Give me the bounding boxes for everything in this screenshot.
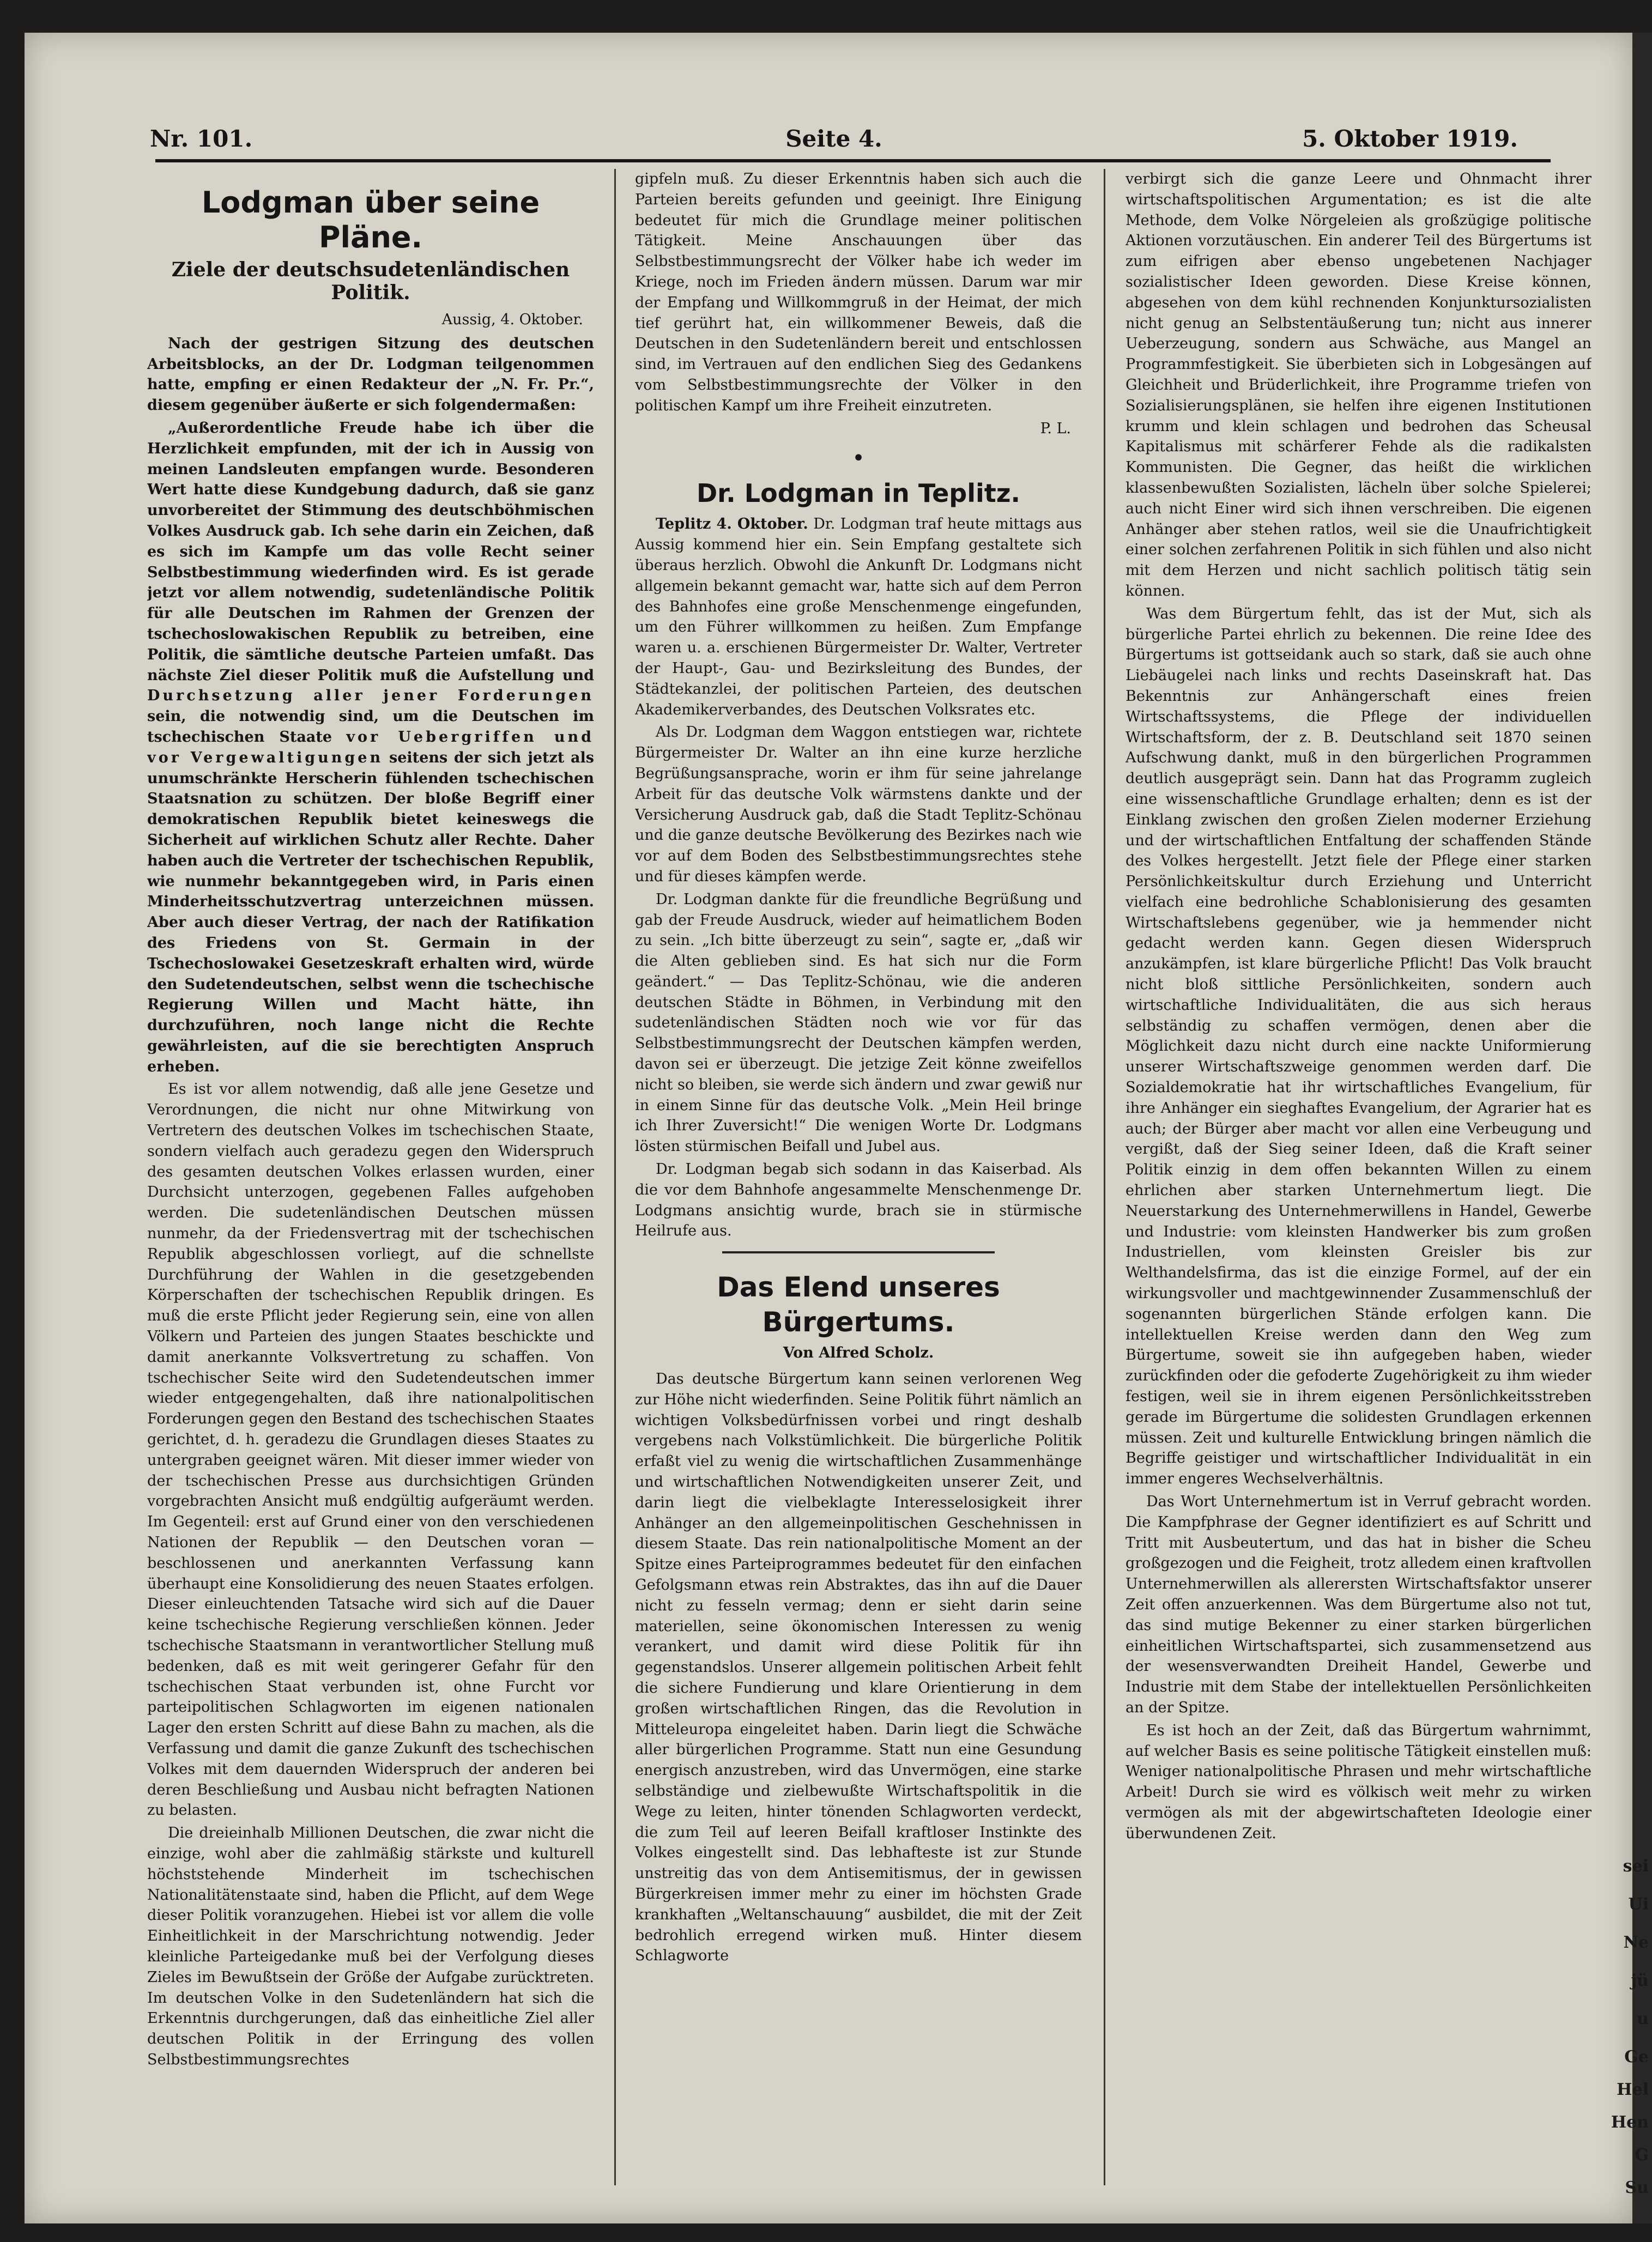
newspaper-page bbox=[25, 33, 1632, 2223]
edge-fragment: Su bbox=[1625, 2178, 1649, 2197]
section-rule bbox=[722, 1251, 995, 1253]
issue-date: 5. Oktober 1919. bbox=[1302, 125, 1518, 152]
page-number: Seite 4. bbox=[785, 125, 882, 152]
article-byline: Von Alfred Scholz. bbox=[783, 1344, 934, 1362]
text-span: „Außerordentliche Freude habe ich über die Herzlichkeit empfunden, mit der ich in Aussig von meinen Landsleuten empfangen wurde. Besonderen Wert hatte diese Kundgebung dadurch, daß sie ganz unvorbereitet der Stimmung des deutschböhmischen Volkes Ausdruck gab. Ich sehe darin ein Zeichen, daß es sich im Kampfe um das volle Recht seiner Selbstbestimmung wiederfinden wird. Es ist gerade jetzt vor allem notwendig, sudetenländische Politik für alle Deutschen im Rahmen der Grenzen der tschechoslowakischen Republik zu betreiben, eine Politik, die sämtliche deutsche Parteien umfaßt. Das nächste Ziel dieser Politik muß die Aufstellung und bbox=[147, 419, 594, 684]
article-paragraph: verbirgt sich die ganze Leere und Ohnmacht ihrer wirtschaftspolitischen Argumentation; es ist die alte Methode, dem Volke Nörgeleien als großzügige politische Aktionen vorzutäuschen. Ein anderer Teil des Bürgertums ist zum eifrigen aber ebenso ungebetenen Nachjager sozialistischer Ideen geworden. Diese Kreise können, abgesehen von dem kühl rechnenden Konjunktursozialisten nicht genug an Selbstentäußerung tun; nicht aus innerer Ueberzeugung, sondern aus Schwäche, aus Mangel an Programmfestigkeit. Sie überbieten sich in Lobgesängen auf Gleichheit und Brüderlichkeit, ihre Programme triefen von Sozialisierungsplänen, sie helfen ihre eigenen Institutionen krumm und klein schlagen und bedrohen das Scheusal Kapitalismus mit schärferer Fehde als die radikalsten Kommunisten. Die Gegner, das heißt die wirklichen klassenbewußten Sozialisten, lächeln über solche Spielerei; auch nicht Einer wird sich ihnen verschreiben. Die eigenen Anhänger aber stehen ratlos, weil sie die Unaufrichtigkeit einer solchen zerfahrenen Politik in sich fühlen und also nicht mit dem Herzen und nicht sachlich politisch tätig sein können. bbox=[1125, 171, 1592, 599]
column-divider bbox=[614, 169, 616, 2185]
article-dateline: Teplitz 4. Oktober. bbox=[656, 516, 808, 533]
article-signature: P. L. bbox=[1040, 420, 1071, 437]
article-headline: Dr. Lodgman in Teplitz. bbox=[696, 478, 1020, 508]
text-span: sein, die notwendig sind, um die Deutschen im tschechischen Staate bbox=[147, 708, 594, 746]
article-paragraph: Die dreieinhalb Millionen Deutschen, die zwar nicht die einzige, wohl aber die zahlmäßig stärkste und kulturell höchststehende Minderheit im tschechischen Nationalitätenstaate sind, haben die Pflicht, auf dem Wege dieser Politik voranzugehen. Hiebei ist vor allem die volle Einheitlichkeit in der Marschrichtung notwendig. Jeder kleinliche Parteigedanke muß bei der Verfolgung dieses Zieles im Bewußtsein der Größe der Aufgabe zurücktreten. Im deutschen Volke in den Sudetenländern hat sich die Erkenntnis durchgerungen, daß das einheitliche Ziel aller deutschen Politik in der Erringung des vollen Selbstbestimmungsrechtes bbox=[147, 1825, 594, 2068]
header-rule bbox=[155, 159, 1551, 162]
article-paragraph: Nach der gestrigen Sitzung des deutschen Arbeitsblocks, an der Dr. Lodgman teilgenommen hatte, empfing er einen Redakteur der „N. Fr. Pr.“, diesem gegenüber äußerte er sich folgendermaßen: bbox=[147, 335, 594, 414]
text-span: seitens der sich jetzt als unumschränkte Herscherin fühlenden tschechischen Staatsnation zu schützen. Der bloße Begriff einer demokratischen Republik bietet keineswegs die Sicherheit auf wirklichen Schutz aller Rechte. Daher haben auch die Vertreter der tschechischen Republik, wie nunmehr bekanntgegeben wird, in Paris einen Minderheitsschutzvertrag unterzeichnen müssen. Aber auch dieser Vertrag, der nach der Ratifikation des Friedens von St. Germain in der Tschechoslowakei Gesetzeskraft erhalten wird, würde den Sudetendeutschen, selbst wenn die tschechische Regierung Willen und Macht hätte, ihn durchzuführen, noch lange nicht die Rechte gewährleisten, auf die sie berechtigten Anspruch erheben. bbox=[147, 749, 594, 1075]
edge-fragment: Ne bbox=[1623, 1933, 1649, 1952]
edge-fragment: Ui bbox=[1628, 1895, 1649, 1914]
edge-fragment: sei bbox=[1623, 1857, 1649, 1876]
edge-fragment: Ge bbox=[1624, 2047, 1649, 2067]
article-subheadline: Ziele der deutschsudetenländischen Politik. bbox=[171, 258, 570, 304]
article-headline: Das Elend unseres Bürgertums. bbox=[717, 1271, 1000, 1338]
edge-fragment: u bbox=[1637, 2009, 1649, 2028]
article-paragraph: Dr. Lodgman begab sich sodann in das Kaiserbad. Als die vor dem Bahnhofe angesammelte Menschenmenge Dr. Lodgmans ansichtig wurde, brach sie in stürmische Heilrufe aus. bbox=[635, 1161, 1082, 1240]
article-paragraph: Es ist vor allem notwendig, daß alle jene Gesetze und Verordnungen, die nicht nur ohne Mitwirkung von Vertretern des deutschen Volkes im tschechischen Staate, sondern vielfach auch geradezu gegen den Widerspruch des gesamten deutschen Volkes erlassen wurden, einer Durchsicht unterzogen, gegebenen Falles aufgehoben werden. Die sudetenländischen Deutschen müssen nunmehr, da der Friedensvertrag mit der tschechischen Republik abgeschlossen vorliegt, auf die schnellste Durchführung der Wahlen in die gesetzgebenden Körperschaften der tschechischen Republik dringen. Es muß die erste Pflicht jeder Regierung sein, eine von allen Völkern und Parteien des jungen Staates beschickte und damit anerkannte Volksvertretung zu schaffen. Von tschechischer Seite wird den Sudetendeutschen immer wieder entgegengehalten, daß ihre nationalpolitischen Forderungen gegen den Bestand des tschechischen Staates gerichtet, d. h. geradezu die Grundlagen dieses Staates zu untergraben geeignet wären. Mit dieser immer wieder von der tschechischen Presse aus durchsichtigen Gründen vorgebrachten Ansicht muß endgültig aufgeräumt werden. Im Gegenteil: erst auf Grund einer von den verschiedenen Nationen der Republik — den Deutschen voran — beschlossenen und anerkannten Verfassung kann überhaupt eine Konsolidierung des neuen Staates erfolgen. Dieser einleuchtenden Tatsache wird sich auf die Dauer keine tschechische Regierung verschließen können. Jeder tschechische Staatsmann in verantwortlicher Stellung muß bedenken, daß es mit weit geringerer Gefahr für den tschechischen Staat verbunden ist, ohne Furcht vor parteipolitischen Schlagworten im eigenen nationalen Lager den ersten Schritt auf diese Bahn zu machen, als die Verfassung und damit die ganze Zukunft des tschechischen Volkes mit dem dauernden Widerspruch der anderen bei deren Beschließung und Ausbau nicht befragten Nationen zu belasten. bbox=[147, 1081, 594, 1819]
edge-fragment: jü bbox=[1631, 1971, 1649, 1990]
article-headline: Lodgman über seine Pläne. bbox=[201, 185, 540, 255]
edge-fragment: G bbox=[1635, 2146, 1649, 2165]
edge-fragment: Hen bbox=[1611, 2113, 1649, 2132]
section-separator: • bbox=[852, 446, 865, 471]
column-3 bbox=[1125, 169, 1592, 2185]
article-dateline: Aussig, 4. Oktober. bbox=[441, 311, 583, 328]
edge-fragment: Hel bbox=[1617, 2080, 1649, 2099]
page-header bbox=[150, 125, 1518, 158]
article-paragraph: Dr. Lodgman dankte für die freundliche Begrüßung und gab der Freude Ausdruck, wieder auf heimatlichem Boden zu sein. „Ich bitte überzeugt zu sein“, sagte er, „daß wir die Alten geblieben sind. Es hat sich nur die Form geändert.“ — Das Teplitz-Schönau, wie die anderen deutschen Städte in Böhmen, in Verbindung mit den sudetenländischen Städten noch wie vor für das Selbstbestimmungsrecht der Deutschen kämpfen werden, davon sei er überzeugt. Die jetzige Zeit könne zweifellos nicht so bleiben, sie werde sich ändern und zwar gewiß nur in einem Sinne für das deutsche Volk. „Mein Heil bringe ich Ihrer Zuversicht!“ Die wenigen Worte Dr. Lodgmans lösten stürmischen Beifall und Jubel aus. bbox=[635, 890, 1082, 1155]
column-2 bbox=[635, 169, 1082, 2185]
article-paragraph bbox=[147, 418, 594, 1077]
column-divider bbox=[1104, 169, 1105, 2185]
article-paragraph bbox=[635, 514, 1082, 720]
text-span: vor Uebergriffen und vor Vergewaltigungen bbox=[147, 728, 594, 766]
article-paragraph: Es ist hoch an der Zeit, daß das Bürgertum wahrnimmt, auf welcher Basis es seine politische Tätigkeit einstellen muß: Weniger nationalpolitische Phrasen und mehr wirtschaftliche Arbeit! Durch sie wird es völkisch weit mehr zu wirken vermögen als mit der abgewirtschafteten Ideologie einer überwundenen Zeit. bbox=[1125, 1722, 1592, 1842]
text-span: Durchsetzung aller jener Forderungen bbox=[147, 687, 594, 705]
issue-number: Nr. 101. bbox=[150, 125, 253, 152]
text-span: Dr. Lodgman traf heute mittags aus Aussig kommend hier ein. Sein Empfang gestaltete sich überaus herzlich. Obwohl die Ankunft Dr. Lodgmans nicht allgemein bekannt gemacht war, hatte sich auf dem Perron des Bahnhofes eine große Menschenmenge eingefunden, um den Führer willkommen zu heißen. Zum Empfange waren u. a. erschienen Bürgermeister Dr. Walter, Vertreter der Haupt-, Gau- und Bezirksleitung des Bundes, der Städtekanzlei, der politischen Parteien, des deutschen Akademikerverbandes, des Deutschen Volksrates etc. bbox=[635, 516, 1082, 718]
article-paragraph: Was dem Bürgertum fehlt, das ist der Mut, sich als bürgerliche Partei ehrlich zu bekennen. Die reine Idee des Bürgertums ist gottseidank auch so stark, daß sie auch ohne Liebäugelei nach links und rechts Daseinskraft hat. Das Bekenntnis zur Anhängerschaft eines freien Wirtschaftssystems, die Pflege der individuellen Wirtschaftsform, der z. B. Deutschland seit 1870 seinen Aufschwung dankt, muß in den bürgerlichen Programmen deutlich ausgeprägt sein. Dann hat das Programm zugleich eine wissenschaftliche Grundlage erhalten; denn es ist der Einklang zwischen den großen Zielen moderner Erziehung und der wirtschaftlichen Entfaltung der schaffenden Stände des Volkes hergestellt. Jetzt fiele der Pflege einer starken Persönlichkeitskultur durch Erziehung und Unterricht vielfach eine bedrohliche Schablonisierung des gesamten Wirtschaftslebens gegenüber, wie ja hemmender nicht gedacht werden kann. Gegen diesen Widerspruch anzukämpfen, ist klare bürgerliche Pflicht! Das Volk braucht nicht bloß sittliche Persönlichkeiten, sondern auch wirtschaftliche Individualitäten, die aus sich heraus selbständig zu schaffen vermögen, denen aber die Möglichkeit dazu nicht durch eine nackte Uniformierung unserer Wirtschaftszweige genommen werden darf. Die Sozialdemokratie hat ihr wirtschaftliches Evangelium, für ihre Anhänger ein sieghaftes Evangelium, der Agrarier hat es auch; der Bürger aber macht vor allen eine Verbeugung und vergißt, daß der Sieg seiner Ideen, daß die Kraft seiner Politik einzig in dem offen bekannten Willen zu einem ehrlichen aber starken Unternehmertum liegt. Die Neuerstarkung des Unternehmerwillens in Handel, Gewerbe und Industrie: vom kleinsten Handwerker bis zum großen Industriellen, vom kleinsten Greisler bis zur Welthandelsfirma, das ist die einzige Formel, auf der ein wirkungsvoller und machtgewinnender Zusammenschluß der sogenannten bürgerlichen Stände erfolgen kann. Die intellektuellen Kreise werden dann den Weg zum Bürgertume, soweit sie ihn aufgegeben haben, wieder zurückfinden oder die gefoderte Zugehörigkeit zu ihm wieder festigen, weil sie in ihrem eigenen Persönlichkeitsstreben gerade im Bürgertume die solidesten Grundlagen erkennen müssen. Zeit und kulturelle Entwicklung bringen nämlich die Begriffe geistiger und wirtschaftlicher Individualität in ein immer engeres Wechselverhältnis. bbox=[1125, 605, 1592, 1488]
article-paragraph: gipfeln muß. Zu dieser Erkenntnis haben sich auch die Parteien bereits gefunden und geeinigt. Ihre Einigung bedeutet für mich die Grundlage meiner politischen Tätigkeit. Meine Anschauungen über das Selbstbestimmungsrecht der Völker habe ich weder im Kriege, noch im Frieden ändern müssen. Darum war mir der Empfang und Willkommgruß in der Heimat, der mich tief gerührt hat, ein willkommener Beweis, daß die Deutschen in den Sudetenländern bereit und entschlossen sind, im Vertrauen auf den endlichen Sieg des Gedankens vom Selbstbestimmungsrechte der Völker in den politischen Kampf um ihre Freiheit einzutreten. bbox=[635, 171, 1082, 414]
column-1 bbox=[147, 169, 594, 2185]
article-paragraph: Das Wort Unternehmertum ist in Verruf gebracht worden. Die Kampfphrase der Gegner identifiziert es auf Schritt und Tritt mit Ausbeutertum, und das hat in bisher die Scheu großgezogen und die Feigheit, trotz alledem einen kraftvollen Unternehmerwillen als allerersten Wirtschaftsfaktor unserer Zeit offen anzuerkennen. Was dem Bürgertume also not tut, das sind mutige Bekenner zu einer starken bürgerlichen einheitlichen Wirtschaftspartei, sich zusammensetzend aus der wesensverwandten Dreiheit Handel, Gewerbe und Industrie mit dem Stabe der intellektuellen Persönlichkeiten an der Spitze. bbox=[1125, 1493, 1592, 1716]
article-paragraph: Als Dr. Lodgman dem Waggon entstiegen war, richtete Bürgermeister Dr. Walter an ihn eine kurze herzliche Begrüßungsansprache, worin er ihm für seine jahrelange Arbeit für das deutsche Volk wärmstens dankte und der Versicherung Ausdruck gab, daß die Stadt Teplitz-Schönau und die ganze deutsche Bevölkerung des Bezirkes nach wie vor auf dem Boden des Selbstbestimmungsrechtes stehe und für dieses kämpfen werde. bbox=[635, 724, 1082, 885]
article-paragraph: Das deutsche Bürgertum kann seinen verlorenen Weg zur Höhe nicht wiederfinden. Seine Politik führt nämlich an wichtigen Volksbedürfnissen vorbei und ringt deshalb vergebens nach Volkstümlichkeit. Die bürgerliche Politik erfaßt viel zu wenig die wirtschaftlichen Zusammenhänge und wirtschaftlichen Notwendigkeiten unserer Zeit, und darin liegt die vielbeklagte Interesselosigkeit ihrer Anhänger an den allgemeinpolitischen Geschehnissen in diesem Staate. Das rein nationalpolitische Moment an der Spitze eines Parteiprogrammes bedeutet für den einfachen Gefolgsmann etwas rein Abstraktes, das ihn auf die Dauer nicht zu fesseln vermag; denn er sieht darin seine materiellen, seine ökonomischen Interessen zu wenig verankert, und damit wird diese Politik für ihn gegenstandslos. Unserer allgemein politischen Arbeit fehlt die sichere Fundierung und klare Orientierung in dem großen wirtschaftlichen Ringen, das die Revolution in Mitteleuropa eingeleitet haben. Darin liegt die Schwäche aller bürgerlichen Programme. Statt nun eine Gesundung energisch anzustreben, wird das Unvermögen, eine starke selbständige und zielbewußte Wirtschaftspolitik in die Wege zu leiten, hinter tönenden Schlagworten verdeckt, die zum Teil auf leeren Beifall kraftloser Instinkte des Volkes eingestellt sind. Das lebhafteste ist zur Stunde unstreitig das von dem Antisemitismus, der in gewissen Bürgerkreisen immer mehr zu einer im höchsten Grade krankhaften „Weltanschauung“ ausbildet, die mit der Zeit bedrohlich erregend wirken muß. Hinter diesem Schlagworte bbox=[635, 1371, 1082, 1965]
adjacent-page-edge bbox=[1611, 33, 1652, 2223]
